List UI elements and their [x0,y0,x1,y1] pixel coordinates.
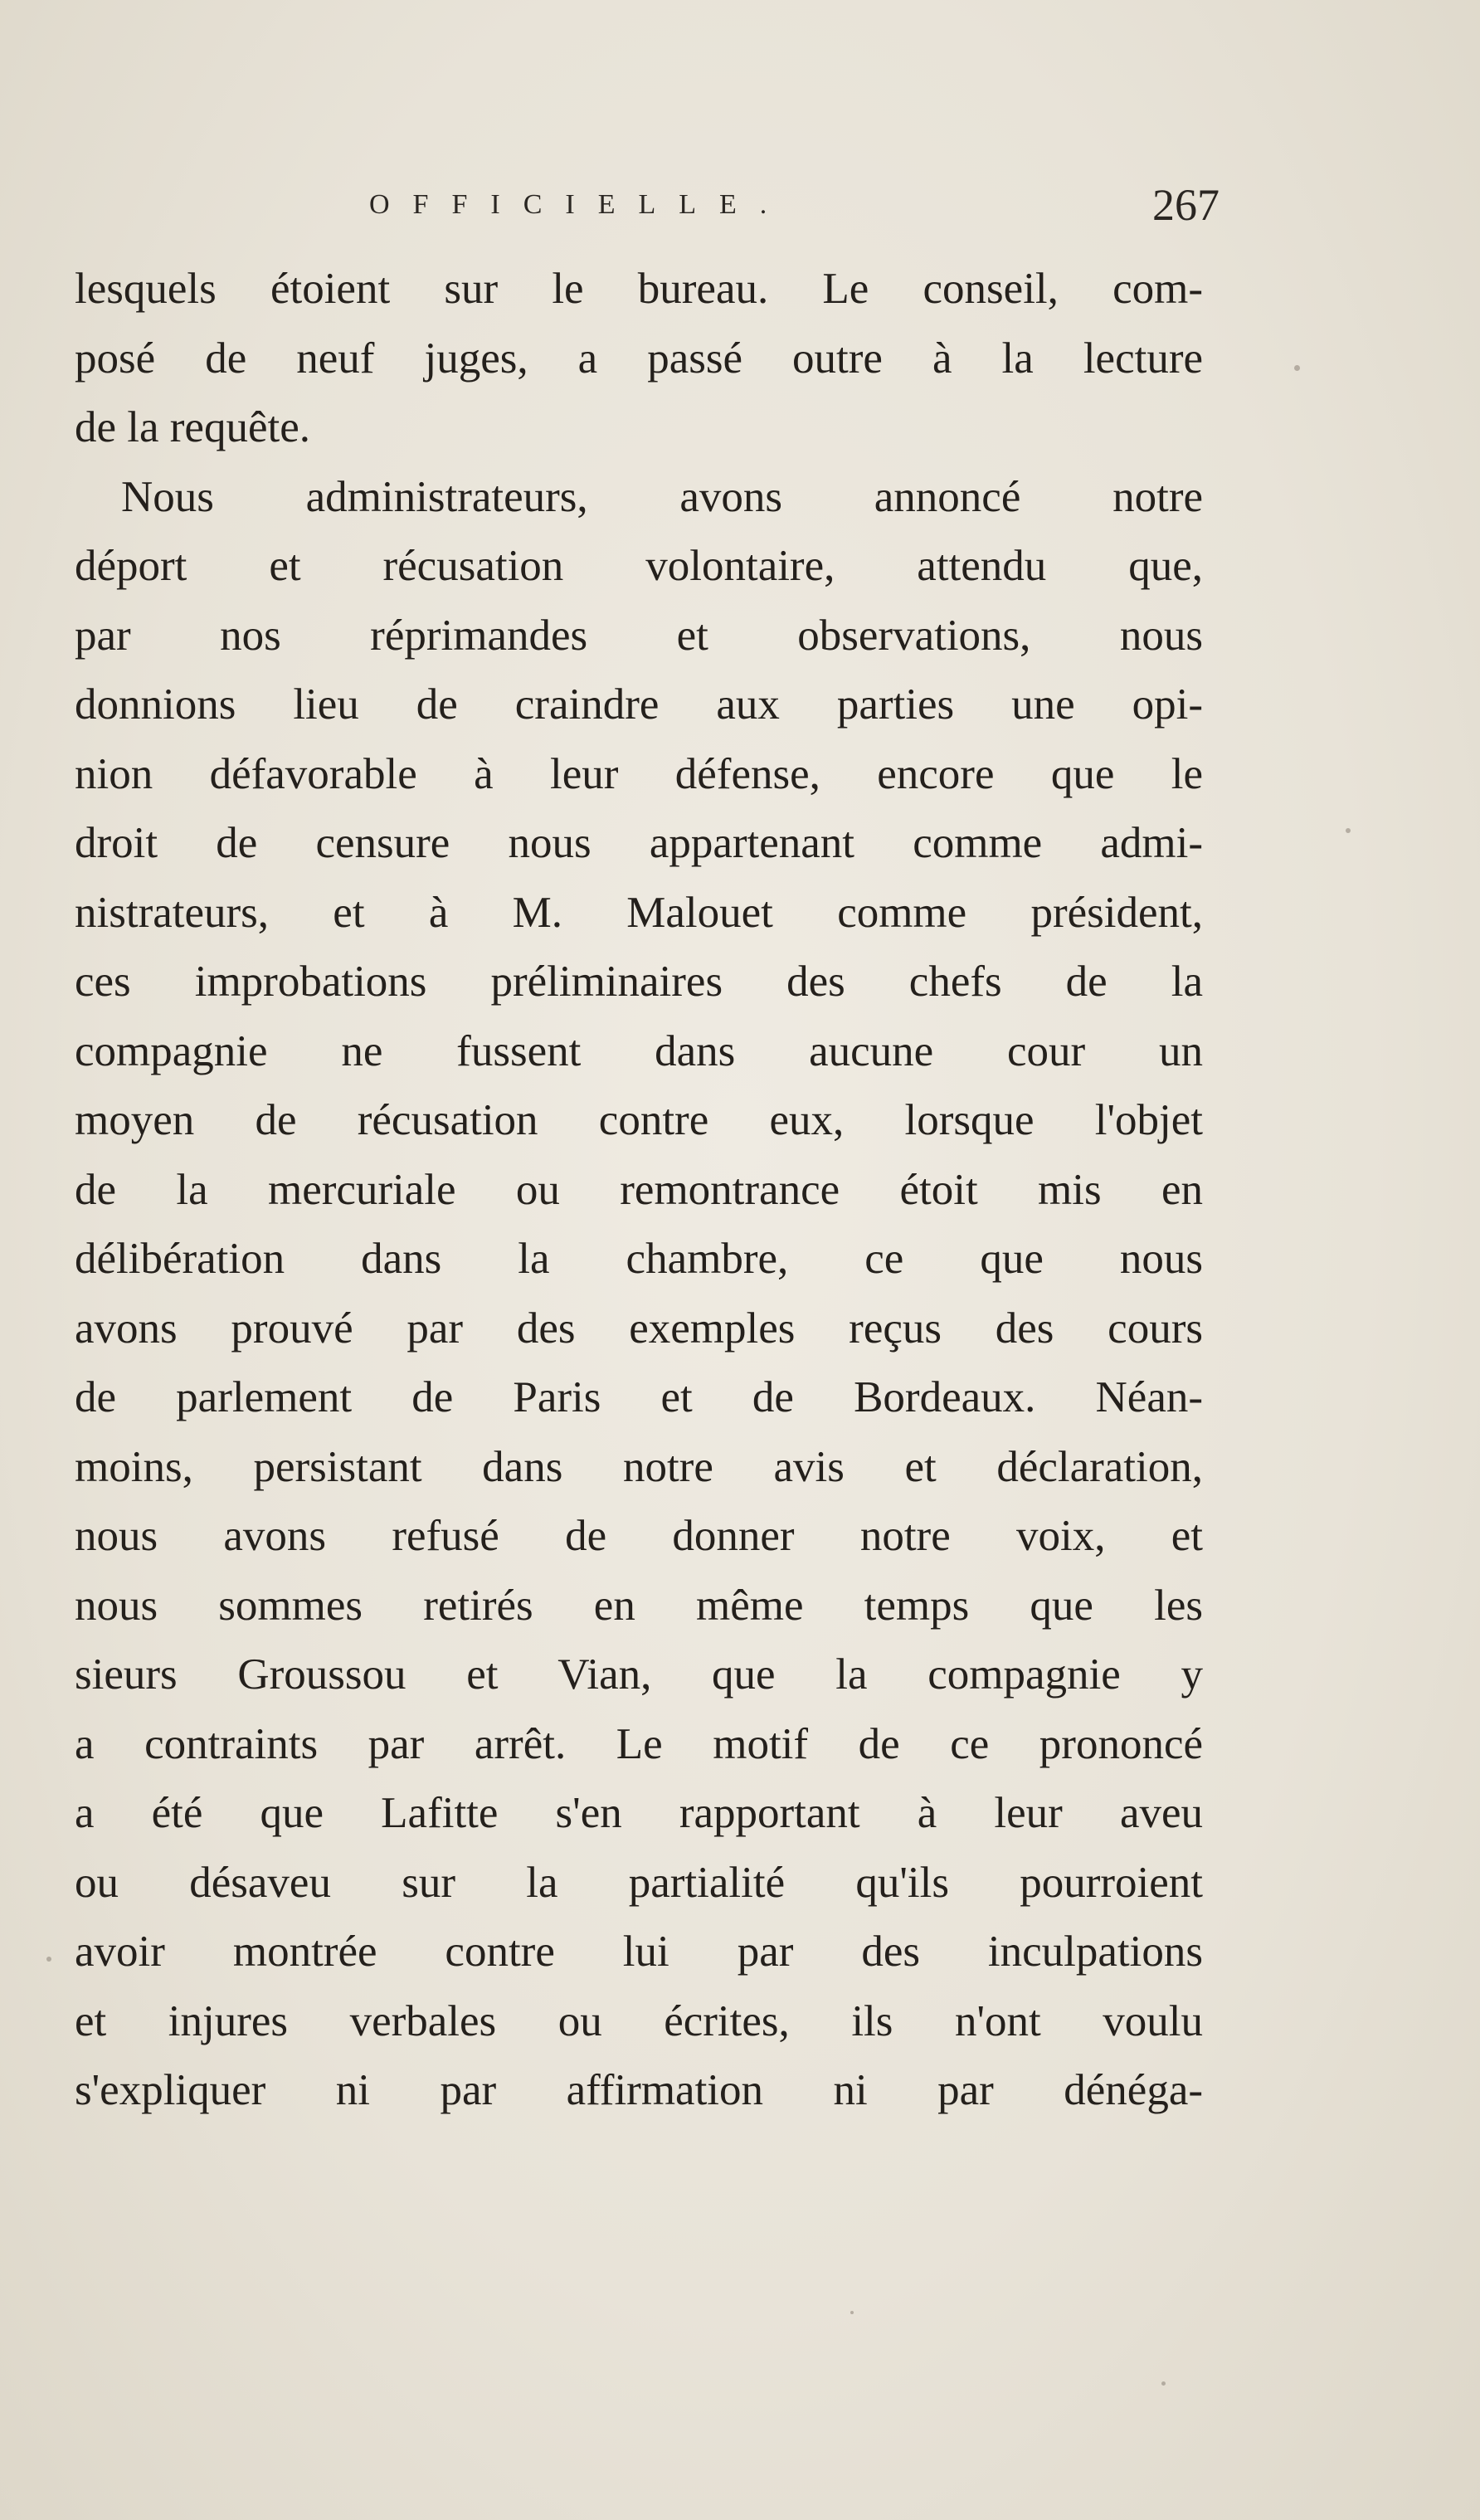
paper-speck [1294,365,1300,371]
text-line: déport et récusation volontaire, attendu que, [75,542,1203,590]
text-line: sieurs Groussou et Vian, que la compagnie y [75,1650,1203,1699]
text-line: donnions lieu de craindre aux parties une opi- [75,680,1203,729]
paper-speck [850,2311,854,2314]
text-line: moins, persistant dans notre avis et déclaration, [75,1442,1203,1491]
body-text [75,255,1203,2126]
text-line: droit de censure nous appartenant comme admi- [75,819,1203,867]
text-line: posé de neuf juges, a passé outre à la lecture [75,334,1203,383]
text-line: avoir montrée contre lui par des inculpations [75,1928,1203,1976]
paragraph-start-line: Nous administrateurs, avons annoncé notre [121,472,1203,521]
running-head-title: OFFICIELLE. [369,189,791,220]
text-line: ces improbations préliminaires des chefs de la [75,958,1203,1006]
text-line: a été que Lafitte s'en rapportant à leur aveu [75,1789,1203,1837]
paper-speck [1161,2381,1166,2386]
text-line: nion défavorable à leur défense, encore que le [75,749,1203,798]
text-line: et injures verbales ou écrites, ils n'ont voulu [75,1996,1203,2045]
text-line: compagnie ne fussent dans aucune cour un [75,1026,1203,1075]
text-line: nistrateurs, et à M. Malouet comme président, [75,888,1203,937]
text-line: avons prouvé par des exemples reçus des cours [75,1304,1203,1353]
text-line: de parlement de Paris et de Bordeaux. Néan- [75,1373,1203,1421]
text-line: de la mercuriale ou remontrance étoit mis en [75,1165,1203,1214]
paper-speck [1346,828,1351,833]
text-line: par nos réprimandes et observations, nous [75,611,1203,660]
page-number: 267 [1152,180,1220,230]
text-line: moyen de récusation contre eux, lorsque l'objet [75,1096,1203,1144]
paper-speck [46,1957,51,1962]
running-head [75,180,1220,247]
text-line: délibération dans la chambre, ce que nous [75,1235,1203,1283]
text-line: s'expliquer ni par affirmation ni par dénéga- [75,2066,1203,2114]
text-line: lesquels étoient sur le bureau. Le conseil, com- [75,265,1203,313]
text-line: a contraints par arrêt. Le motif de ce prononcé [75,1719,1203,1768]
text-line: de la requête. [75,403,310,451]
text-line: nous avons refusé de donner notre voix, et [75,1512,1203,1560]
text-line: ou désaveu sur la partialité qu'ils pourroient [75,1858,1203,1907]
text-line: nous sommes retirés en même temps que les [75,1581,1203,1630]
